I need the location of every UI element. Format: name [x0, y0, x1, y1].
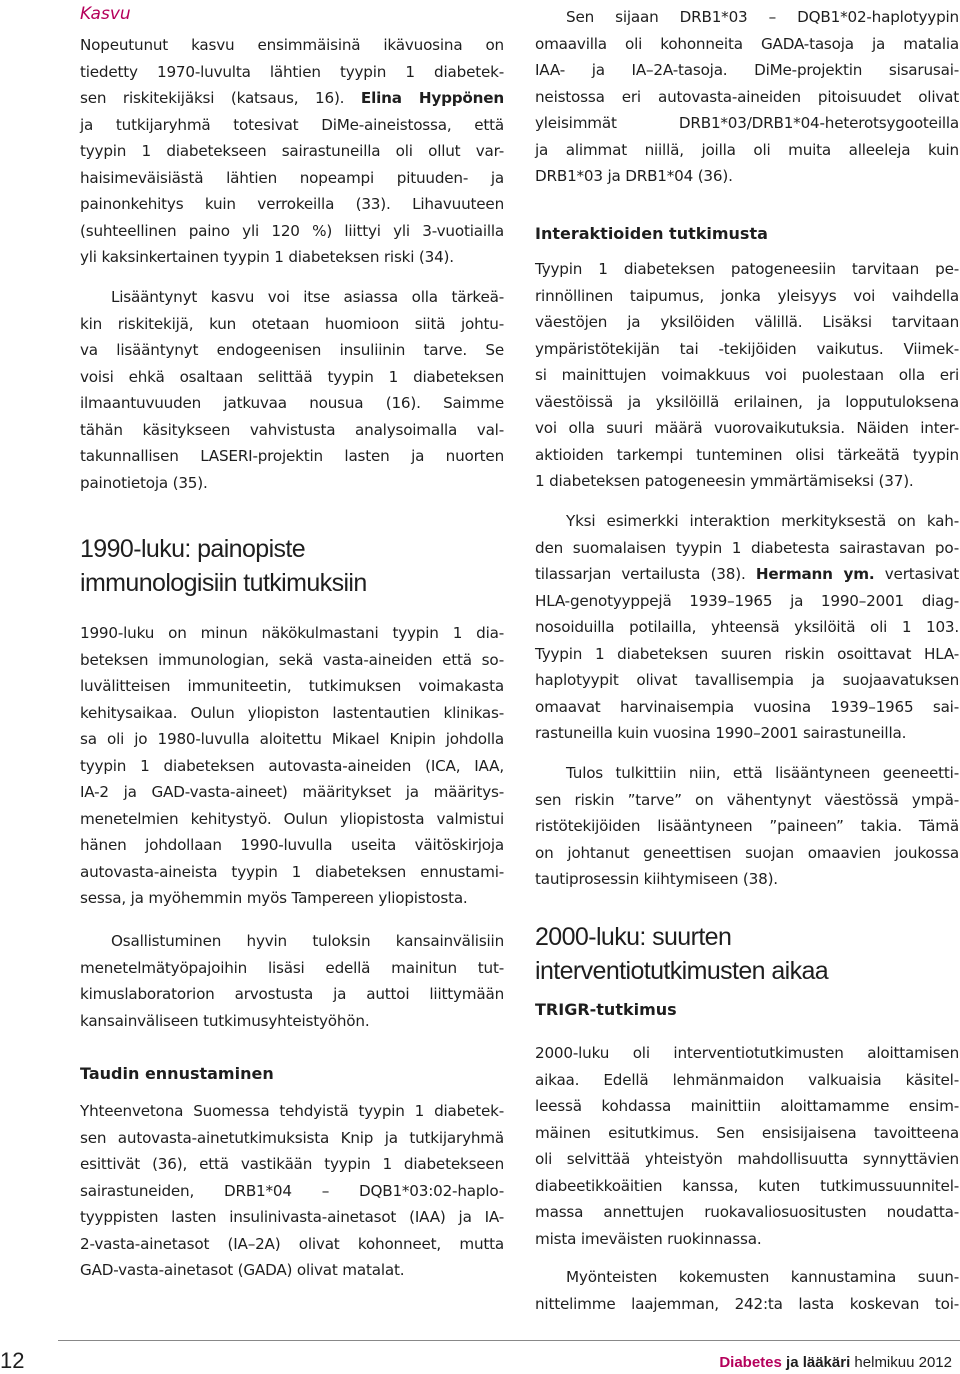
text-line: sen autovasta-ainetutkimuksista Knip ja tutkijaryhmä — [80, 1128, 504, 1147]
text-line: 2-vasta-ainetasot (IA–2A) olivat kohonneet, mutta — [80, 1234, 504, 1253]
text-line — [535, 561, 959, 588]
text-line: sessa, ja myöhemmin myös Tampereen yliopistosta. — [80, 889, 468, 907]
text-line: omaavat harvinaisempia vuosina 1939–1965 sai- — [535, 697, 959, 716]
text-line: Tyypin 1 diabeteksen patogeneesiin tarvitaan pe- — [535, 260, 959, 278]
text-line: 1990-luku on minun näkökulmastani tyypin 1 dia- — [80, 624, 504, 642]
subheading-trigr — [535, 998, 959, 1022]
text-line: HLA-genotyyppejä 1939–1965 ja 1990–2001 diag- — [535, 591, 959, 610]
text-line: ja alimmat niillä, joilla oli muita alleeleja kuin — [535, 140, 959, 159]
text-line: menetelmätyöpajoihin lisäsi edellä mainitun tut- — [80, 958, 504, 977]
right-para-1 — [535, 4, 959, 190]
text-line: oli selvittää yhteistyön mahdollisuutta synnyttävien — [535, 1150, 959, 1168]
text-line: mäinen esitutkimus. Sen ensisijaisena tavoitteena — [535, 1123, 959, 1142]
text-line: painonkehitys kuin verrokeilla (33). Lihavuuteen — [80, 195, 504, 213]
text-line: IA-2 ja GAD-vasta-aineet) määritykset ja määritys- — [80, 783, 504, 801]
text-line: Tyypin 1 diabeteksen suuren riskin osoittavat HLA- — [535, 644, 959, 663]
text-line: nittelimme laajemman, 242:ta lasta koskevan toi- — [535, 1294, 959, 1313]
subheading: TRIGR-tutkimus — [535, 1000, 677, 1019]
right-para-4 — [535, 760, 959, 893]
text-line — [80, 85, 504, 112]
left-para-2 — [80, 284, 504, 496]
right-para-6 — [535, 1264, 959, 1317]
author-name: Elina Hyppönen — [360, 89, 504, 107]
publication-footer — [719, 1354, 952, 1371]
text-line: ristötekijöiden lisääntyneen ”paineen” takia. Tämä — [535, 817, 959, 835]
heading-line: 2000-luku: suurten — [535, 923, 732, 951]
text-line: esittivät (36), että vastikään tyypin 1 diabetekseen — [80, 1155, 504, 1173]
text-line: painotietoja (35). — [80, 473, 208, 492]
text-line: den suomalaisen tyypin 1 diabetesta sairastavan po- — [535, 538, 959, 557]
left-para-4 — [80, 928, 504, 1034]
section-tag: Kasvu — [80, 4, 131, 24]
text-line: väestöissä ja yksilöillä erilainen, ja lopputuloksena — [535, 392, 959, 411]
text-line: Sen sijaan DRB1*03 – DQB1*02-haplotyypin — [566, 8, 959, 26]
heading-line: interventiotutkimusten aikaa — [535, 957, 829, 985]
text-line: tautiprosessin kiihtymiseen (38). — [535, 870, 778, 888]
text-line: 2000-luku oli interventiotutkimusten aloittamisen — [535, 1044, 959, 1062]
text-line: voi olla suuri määrä vuorovaikutuksia. Näiden inter- — [535, 419, 959, 437]
text-line: massa annettujen ruokavaliosuositusten noudatta- — [535, 1203, 959, 1221]
right-para-5 — [535, 1040, 959, 1252]
left-para-1 — [80, 32, 504, 271]
text-line: mista imeväisten ruokinnassa. — [535, 1229, 762, 1248]
text-line: tähän käsitykseen vahvistusta analysoimalla val- — [80, 420, 504, 439]
text-line: rastuneilla kuin vuosina 1990–2001 sairastuneilla. — [535, 724, 907, 742]
text-line: tiedetty 1970-luvulta lähtien tyypin 1 diabetek- — [80, 62, 504, 81]
right-para-2 — [535, 256, 959, 495]
text-line: Yhteenvetona Suomessa tehdyistä tyypin 1 diabetek- — [80, 1102, 504, 1120]
text-line: Yksi esimerkki interaktion merkityksestä on kah- — [566, 512, 959, 530]
text-line: menetelmien kehitystyö. Oulun yliopistosta valmistui — [80, 809, 504, 828]
text-line: voisi ehkä osaltaan selittää tyypin 1 diabeteksen — [80, 367, 504, 386]
text-line: takunnallisen LASERI-projektin lasten ja nuorten — [80, 447, 504, 465]
subheading: Taudin ennustaminen — [80, 1064, 274, 1083]
text-line: 1 diabeteksen patogeneesin ymmärtämiseksi (37). — [535, 472, 914, 490]
text-line: Osallistuminen hyvin tuloksin kansainvälisiin — [111, 932, 504, 950]
text-line: kehitysaikaa. Oulun yliopiston lastentautien klinikas- — [80, 703, 504, 722]
text-span: sen riskitekijäksi (katsaus, 16). — [80, 89, 345, 107]
subheading-interaktioiden — [535, 222, 959, 246]
text-line: aikaa. Edellä lehmänmaidon valkuaisia käsitel- — [535, 1070, 959, 1089]
heading-line: 1990-luku: painopiste — [80, 535, 306, 563]
text-line: leessä kohdassa mainittiin aloittamamme ensim- — [535, 1097, 959, 1115]
text-line: yli kaksinkertainen tyypin 1 diabeteksen riski (34). — [80, 248, 454, 266]
text-line: sa oli jo 1980-luvulla aloitettu Mikael Knipin johdolla — [80, 730, 504, 748]
section-heading-1990 — [80, 532, 504, 600]
text-line: si mainittujen voimakkuus voi puolestaan olla eri — [535, 366, 959, 384]
text-line: sen riskin ”tarve” on vähentynyt väestössä ympä- — [535, 790, 959, 809]
text-line: DRB1*03 ja DRB1*04 (36). — [535, 167, 733, 185]
text-span: vertasivat — [884, 565, 959, 583]
text-line: kansainväliseen tutkimusyhteistyöhön. — [80, 1011, 370, 1030]
text-line: neistossa eri autovasta-aineiden pitoisuudet olivat — [535, 87, 959, 106]
text-line: hänen johdollaan 1990-luvulla useita väitöskirjoja — [80, 836, 504, 854]
text-line: Tulos tulkittiin niin, että lisääntyneen geeneetti- — [566, 764, 959, 782]
text-span: tilassarjan vertailusta (38). — [535, 565, 746, 583]
text-line: sairastuneiden, DRB1*04 – DQB1*03:02-haplo- — [80, 1181, 504, 1200]
left-para-3 — [80, 620, 504, 912]
page-number: 12 — [0, 1348, 25, 1373]
footer-rule — [58, 1340, 960, 1341]
text-line: ja tutkijaryhmä totesivat DiMe-aineistossa, että — [80, 115, 504, 134]
text-line: nosoiduilla potilailla, yhteensä yksilöitä oli 1 103. — [535, 618, 959, 636]
text-line: kin riskitekijä, kun otetaan huomioon siitä johtu- — [80, 314, 504, 333]
text-line: IAA- ja IA–2A-tasoja. DiMe-projektin sisarusai- — [535, 61, 959, 79]
text-line: omaavilla oli kohonneita GADA-tasoja ja matalia — [535, 34, 959, 53]
text-line: (suhteellinen paino yli 120 %) liittyi yli 3-vuotiailla — [80, 221, 504, 240]
text-line: Myönteisten kokemusten kannustamina suun- — [566, 1268, 959, 1286]
text-line: yleisimmät DRB1*03/DRB1*04-heterotsygooteilla — [535, 114, 959, 132]
text-line: aktioiden tarkempi tunteminen olisi tärkeätä tyypin — [535, 445, 959, 464]
brand-diabetes: Diabetes — [719, 1354, 782, 1371]
brand-ja-laakari: ja lääkäri — [786, 1354, 851, 1371]
text-line: haisimeväisiästä lähtien nopeampi pituuden- ja — [80, 168, 504, 187]
text-line: luvälitteisen immuniteetin, tutkimuksen voimakasta — [80, 677, 504, 695]
author-name: Hermann ym. — [755, 565, 875, 583]
text-line: diabeetikkoäitien kanssa, kuten tutkimussuunnitel- — [535, 1176, 959, 1195]
heading-line: immunologisiin tutkimuksiin — [80, 569, 367, 597]
text-line: ympäristötekijän tai -tekijöiden vaikutus. Viimek- — [535, 339, 959, 358]
subheading-taudin — [80, 1062, 504, 1086]
text-line: tyyppisten lasten insulinivasta-ainetasot (IAA) ja IA- — [80, 1208, 504, 1226]
text-line: Nopeutunut kasvu ensimmäisinä ikävuosina on — [80, 36, 504, 54]
text-line: tyypin 1 diabetekseen sairastuneilla oli ollut var- — [80, 142, 504, 160]
section-heading-2000 — [535, 920, 959, 988]
text-line: beteksen immunologian, sekä vasta-aineiden että so- — [80, 650, 504, 669]
issue-date: helmikuu 2012 — [854, 1354, 952, 1371]
subheading: Interaktioiden tutkimusta — [535, 224, 768, 243]
left-para-5 — [80, 1098, 504, 1284]
text-line: tyypin 1 diabeteksen autovasta-aineiden (ICA, IAA, — [80, 756, 504, 775]
text-line: GAD-vasta-ainetasot (GADA) olivat matalat. — [80, 1261, 405, 1279]
text-line: va lisääntynyt endogeenisen insuliinin tarve. Se — [80, 341, 504, 359]
text-line: väestöjen ja yksilöiden välillä. Lisäksi tarvitaan — [535, 313, 959, 331]
text-line: autovasta-aineista tyypin 1 diabeteksen ennustami- — [80, 862, 504, 881]
right-para-3 — [535, 508, 959, 747]
text-line: haplotyypit olivat tavallisempia ja suojaavatuksen — [535, 671, 959, 689]
text-line: kimuslaboratorion arvostusta ja auttoi liittymään — [80, 985, 504, 1003]
text-line: rinnöllinen taipumus, jonka yleisyys voi vaihdella — [535, 286, 959, 305]
text-line: Lisääntynyt kasvu voi itse asiassa olla tärkeä- — [111, 288, 504, 306]
text-line: on johtanut geneettisen suojan omaavien joukossa — [535, 843, 959, 862]
text-line: ilmaantuvuuden jatkuvaa nousua (16). Saimme — [80, 394, 504, 412]
